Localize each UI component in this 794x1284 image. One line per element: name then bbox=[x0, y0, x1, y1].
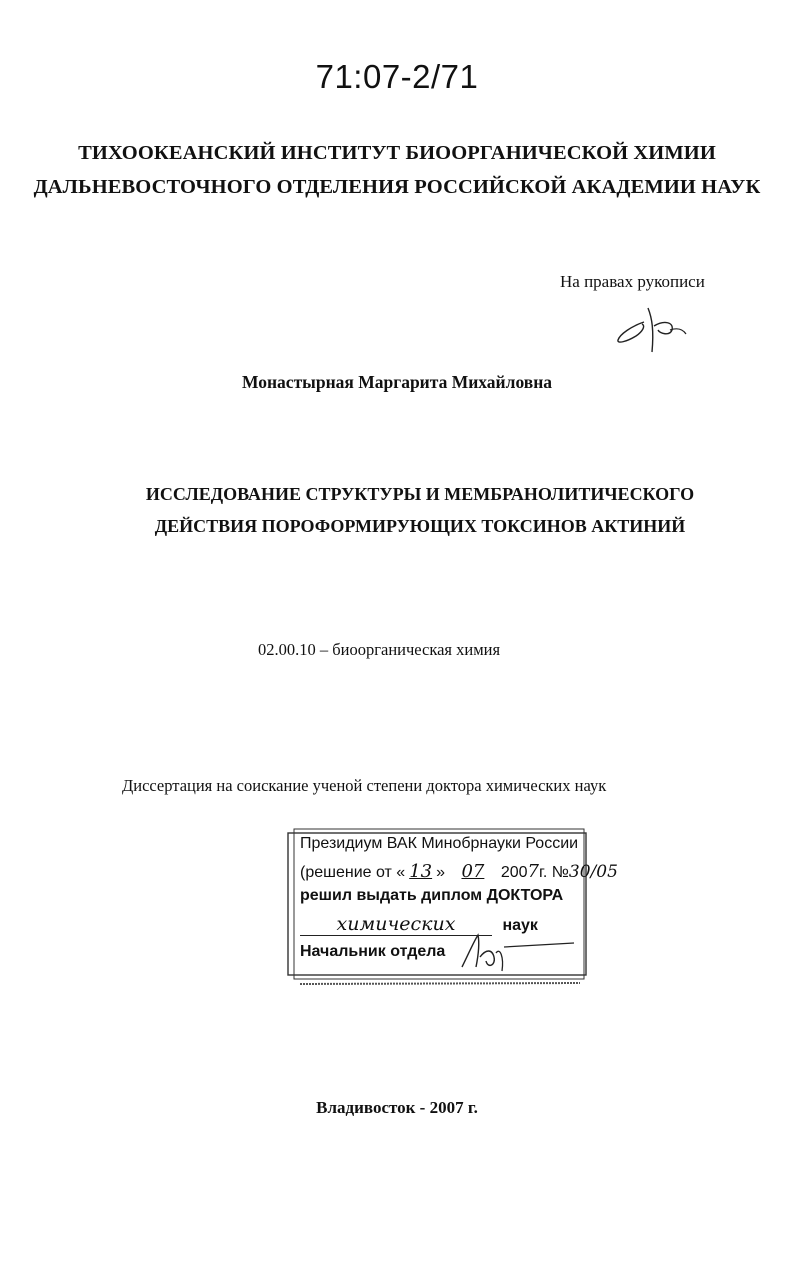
stamp-head-signature bbox=[456, 927, 576, 977]
stamp-line-award: решил выдать диплом ДОКТОРА bbox=[300, 887, 564, 904]
specialty-code: 02.00.10 – биоорганическая химия bbox=[258, 640, 501, 659]
stamp-line-decision bbox=[300, 861, 618, 882]
stamp-field-handwritten: химических bbox=[300, 913, 492, 936]
institute-name-line-1: ТИХООКЕАНСКИЙ ИНСТИТУТ БИООРГАНИЧЕСКОЙ ХИМИИ bbox=[78, 142, 716, 164]
institute-name-line-2: ДАЛЬНЕВОСТОЧНОГО ОТДЕЛЕНИЯ РОССИЙСКОЙ АКАДЕМИИ НАУК bbox=[33, 176, 761, 198]
stamp-decision-quote: » bbox=[436, 864, 446, 881]
stamp-decision-year-prefix: 200 bbox=[500, 864, 528, 881]
author-signature bbox=[612, 304, 692, 356]
dissertation-title bbox=[0, 478, 794, 542]
stamp-line-presidium: Президиум ВАК Минобрнауки России bbox=[300, 835, 579, 852]
stamp-field-suffix: наук bbox=[502, 917, 538, 934]
stamp-line-head: Начальник отдела bbox=[300, 943, 446, 960]
stamp-decision-number-label: г. № bbox=[538, 864, 569, 881]
stamp-decision-year-digit: 7 bbox=[527, 861, 539, 882]
city-year: Владивосток - 2007 г. bbox=[316, 1098, 478, 1117]
author-name: Монастырная Маргарита Михайловна bbox=[241, 372, 553, 392]
degree-statement: Диссертация на соискание ученой степени доктора химических наук bbox=[122, 776, 607, 795]
stamp-decision-month: 07 bbox=[461, 861, 485, 882]
stamp-decision-prefix: (решение от « bbox=[300, 864, 406, 881]
stamp-decision-number: 30/05 bbox=[568, 862, 618, 882]
dissertation-title-line-1: ИССЛЕДОВАНИЕ СТРУКТУРЫ И МЕМБРАНОЛИТИЧЕСКОГО bbox=[145, 484, 695, 504]
stamp-decision-day: 13 bbox=[409, 861, 433, 882]
institute-name bbox=[0, 136, 794, 204]
catalog-number: 71:07-2/71 bbox=[315, 58, 479, 95]
manuscript-rights-label: На правах рукописи bbox=[560, 272, 705, 291]
vak-approval-stamp bbox=[286, 827, 618, 987]
dissertation-title-line-2: ДЕЙСТВИЯ ПОРОФОРМИРУЮЩИХ ТОКСИНОВ АКТИНИЙ bbox=[154, 516, 686, 536]
